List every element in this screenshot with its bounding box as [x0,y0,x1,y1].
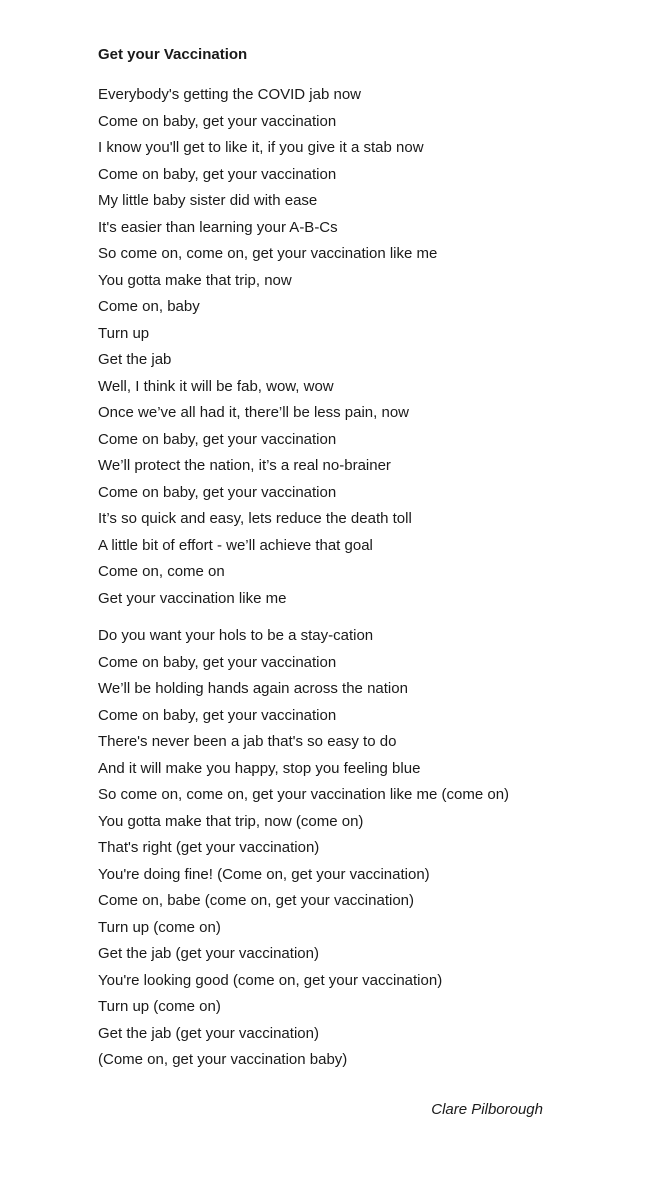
lyric-line: That's right (get your vaccination) [98,839,320,856]
lyric-line: We’ll be holding hands again across the nation [98,680,408,697]
lyric-line: Turn up (come on) [98,998,221,1015]
lyric-line: Come on, babe (come on, get your vaccination) [98,892,415,909]
lyric-line: Come on, come on [98,563,225,580]
lyric-line: You gotta make that trip, now [98,271,292,289]
lyric-line: Once we’ve all had it, there’ll be less pain, now [98,404,410,421]
lyric-line: Everybody's getting the COVID jab now [98,86,361,103]
lyric-line: You're looking good (come on, get your vaccination) [98,971,443,989]
lyric-line: Come on, baby [98,298,200,315]
lyric-line: Get your vaccination like me [98,589,287,607]
lyric-line: Come on baby, get your vaccination [98,706,337,724]
lyric-line: Come on baby, get your vaccination [98,112,337,130]
lyric-line: Turn up (come on) [98,918,221,936]
lyric-line: It’s so quick and easy, lets reduce the death toll [98,510,412,527]
lyric-line: It's easier than learning your A-B-Cs [98,218,338,236]
stanza-1 [98,82,437,612]
lyric-line: Come on baby, get your vaccination [98,165,337,183]
lyric-line: Come on baby, get your vaccination [98,430,337,448]
song-title: Get your Vaccination [98,46,248,63]
lyric-line: Get the jab (get your vaccination) [98,1024,319,1042]
lyric-line: My little baby sister did with ease [98,192,318,209]
lyric-line: And it will make you happy, stop you feeling blue [98,759,421,777]
author-signature: Clare Pilborough [431,1101,543,1118]
lyric-line: I know you'll get to like it, if you give it a stab now [98,139,424,156]
lyric-line: Do you want your hols to be a stay-cation [98,627,374,644]
lyric-line: Get the jab [98,351,172,368]
stanza-2 [98,623,509,1074]
lyric-line: So come on, come on, get your vaccination like me (come on) [98,786,510,803]
lyric-line: Come on baby, get your vaccination [98,653,337,671]
lyric-line: You're doing fine! (Come on, get your vaccination) [98,865,430,883]
lyric-line: A little bit of effort - we’ll achieve that goal [98,536,373,554]
lyric-line: You gotta make that trip, now (come on) [98,812,364,830]
lyric-line: Turn up [98,324,150,342]
lyric-line: There's never been a jab that's so easy to do [98,733,397,750]
lyric-line: Get the jab (get your vaccination) [98,945,319,962]
lyric-line: Well, I think it will be fab, wow, wow [98,377,334,395]
lyric-line: Come on baby, get your vaccination [98,483,337,501]
lyric-line: We’ll protect the nation, it’s a real no-brainer [98,457,391,474]
lyric-line: So come on, come on, get your vaccination like me [98,245,438,262]
lyric-line: (Come on, get your vaccination baby) [98,1051,348,1068]
